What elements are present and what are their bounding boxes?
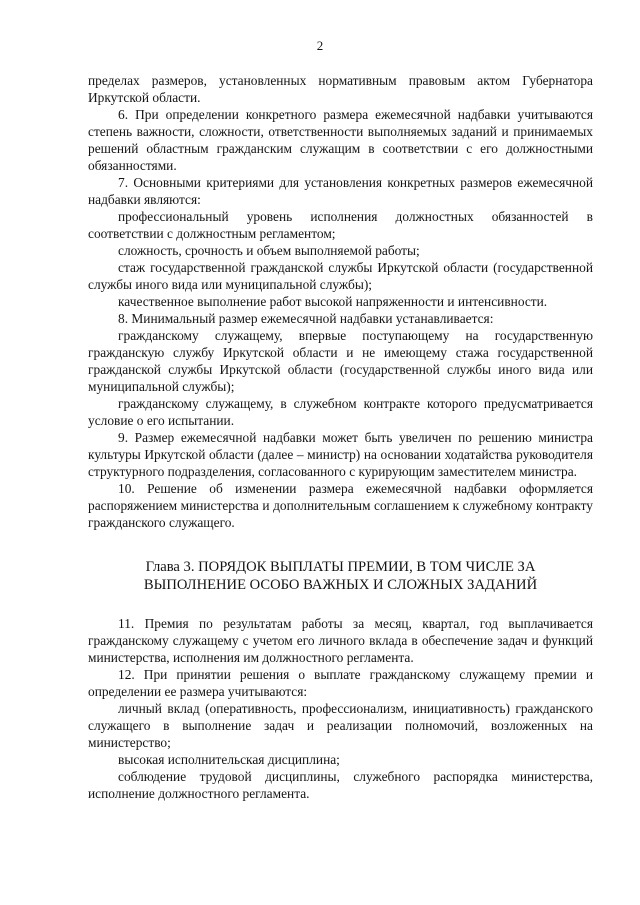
paragraph: гражданскому служащему, в служебном контракте которого предусматривается условие о его испытании. (88, 396, 593, 428)
paragraph: гражданскому служащему, впервые поступающему на государственную гражданскую службу Иркутской области и не имеющему стажа государственной гражданской службы Иркутской области (государственной службы иного вида или муниципальной службы); (88, 328, 593, 394)
paragraph: 12. При принятии решения о выплате гражданскому служащему премии и определении ее размера учитываются: (88, 667, 593, 699)
chapter-heading-line-2: ВЫПОЛНЕНИЕ ОСОБО ВАЖНЫХ И СЛОЖНЫХ ЗАДАНИЙ (143, 577, 538, 593)
paragraph: личный вклад (оперативность, профессионализм, инициативность) гражданского служащего в выполнение задач и реализации полномочий, возложенных на министерство; (88, 701, 593, 750)
paragraph: 9. Размер ежемесячной надбавки может быть увеличен по решению министра культуры Иркутской области (далее – министр) на основании ходатайства руководителя структурного подразделения, согласованного с курирующим заместителем министра. (88, 430, 593, 479)
paragraph: 11. Премия по результатам работы за месяц, квартал, год выплачивается гражданскому служащему с учетом его личного вклада в обеспечение задач и функций министерства, исполнения им должностного регламента. (88, 616, 593, 665)
chapter-heading-line-1: Глава 3. ПОРЯДОК ВЫПЛАТЫ ПРЕМИИ, В ТОМ ЧИСЛЕ ЗА (145, 559, 536, 575)
paragraph: стаж государственной гражданской службы Иркутской области (государственной службы иного вида или муниципальной службы); (88, 260, 593, 292)
document-body (88, 72, 593, 802)
paragraph: 10. Решение об изменении размера ежемесячной надбавки оформляется распоряжением министерства и дополнительным соглашением к служебному контракту гражданского служащего. (88, 481, 593, 530)
page-number: 2 (316, 38, 324, 53)
paragraphs-before-chapter (88, 72, 593, 531)
paragraph: соблюдение трудовой дисциплины, служебного распорядка министерства, исполнение должностного регламента. (88, 769, 593, 801)
paragraph: 8. Минимальный размер ежемесячной надбавки устанавливается: (118, 311, 494, 326)
chapter-heading (88, 558, 593, 594)
paragraphs-after-chapter (88, 615, 593, 802)
paragraph: 7. Основными критериями для установления конкретных размеров ежемесячной надбавки являются: (88, 175, 593, 207)
paragraph: высокая исполнительская дисциплина; (118, 752, 340, 767)
paragraph: пределах размеров, установленных нормативным правовым актом Губернатора Иркутской области. (88, 73, 593, 105)
paragraph: 6. При определении конкретного размера ежемесячной надбавки учитываются степень важности, сложности, ответственности выполняемых заданий и принимаемых решений областным гражданским служащим в соответствии с его должностными обязанностями. (88, 107, 593, 173)
paragraph: сложность, срочность и объем выполняемой работы; (118, 243, 420, 258)
paragraph: профессиональный уровень исполнения должностных обязанностей в соответствии с должностным регламентом; (88, 209, 593, 241)
paragraph: качественное выполнение работ высокой напряженности и интенсивности. (118, 294, 548, 309)
